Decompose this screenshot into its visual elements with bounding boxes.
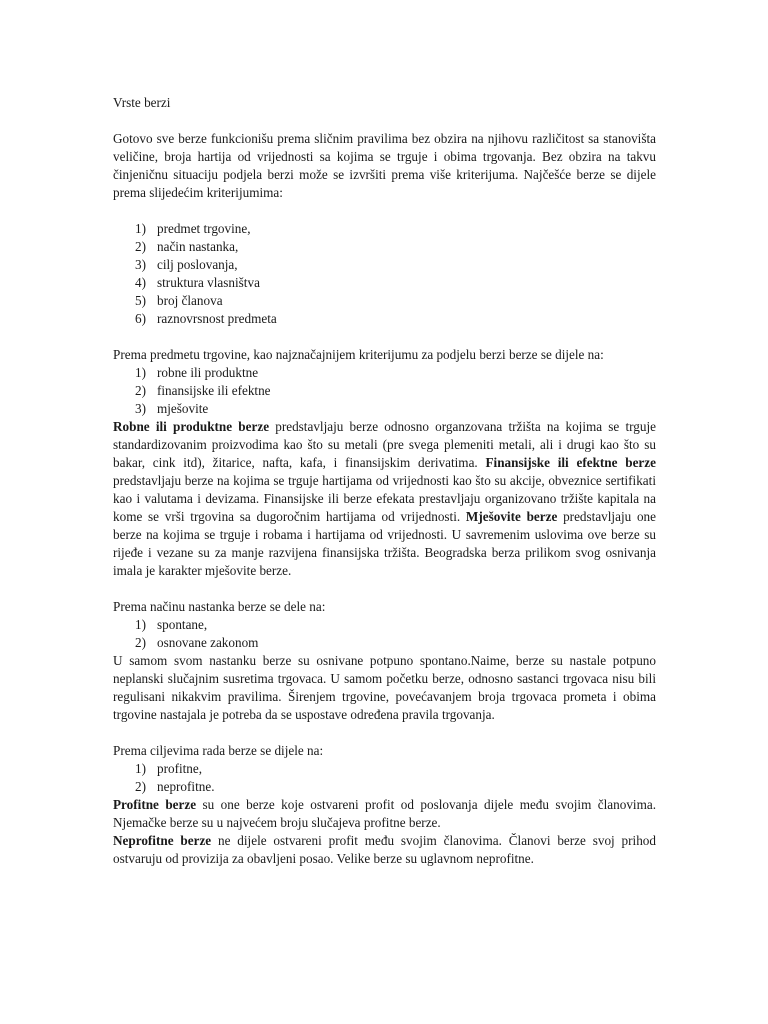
list-text: struktura vlasništva (157, 275, 260, 290)
goal-list (113, 760, 656, 796)
list-item (113, 760, 656, 778)
subject-paragraph (113, 418, 656, 580)
list-item (113, 382, 656, 400)
list-text: broj članova (157, 293, 223, 308)
list-text: način nastanka, (157, 239, 239, 254)
paragraph-text: predstavljaju one berze na kojima se trguje i robama i hartijama od vrijednosti. U savremenim uslovima ove berze su rijeđe i vezane su za manje razvijena finansijska tržišta. Beogradska berza prilikom svog osnivanja imala je karakter mješovite berze. (113, 509, 656, 578)
term-profit-exchanges: Profitne berze (113, 797, 197, 812)
list-text: osnovane zakonom (157, 635, 259, 650)
term-commodity-exchanges: Robne ili produktne berze (113, 419, 270, 434)
list-number: 1) (135, 617, 146, 632)
spacer (113, 112, 656, 130)
list-item (113, 238, 656, 256)
list-number: 2) (135, 383, 146, 398)
paragraph-text: predstavljaju berze odnosno organzovana tržišta na kojima se trguje standardizovanim proizvodima kao što su metali (pre svega plemeniti metali, ali i drugi kao što su bakar, cink itd), žitarice, nafta, kafa, i finansijskim derivatima. (113, 419, 656, 470)
list-number: 1) (135, 761, 146, 776)
list-item (113, 634, 656, 652)
term-financial-exchanges: Finansijske ili efektne berze (485, 455, 656, 470)
profit-paragraph (113, 796, 656, 832)
nonprofit-paragraph (113, 832, 656, 868)
document-title: Vrste berzi (113, 95, 171, 110)
list-text: cilj poslovanja, (157, 257, 238, 272)
criteria-list (113, 220, 656, 328)
list-text: mješovite (157, 401, 209, 416)
list-number: 5) (135, 293, 146, 308)
list-text: raznovrsnost predmeta (157, 311, 277, 326)
paragraph-text: predstavljaju berze na kojima se trguje hartijama od vrijednosti kao što su akcije, obveznice sertifikati kao i valutama i devizama. Finansijske ili berze efekata prestavljaju organizovano tržište kapitala na kome se vrši trgovina sa dugoročnim hartijama od vrijednosti. (113, 473, 656, 524)
list-text: finansijske ili efektne (157, 383, 271, 398)
list-number: 2) (135, 779, 146, 794)
paragraph-text: ne dijele ostvareni profit među svojim članovima. Članovi berze svoj prihod ostvaruju od provizija za obavljeni posao. Velike berze su uglavnom neprofitne. (113, 833, 656, 866)
list-number: 1) (135, 365, 146, 380)
list-number: 1) (135, 221, 146, 236)
list-item (113, 274, 656, 292)
list-text: robne ili produktne (157, 365, 259, 380)
list-text: neprofitne. (157, 779, 215, 794)
list-item (113, 220, 656, 238)
list-text: profitne, (157, 761, 203, 776)
origin-intro: Prema načinu nastanka berze se dele na: (113, 599, 326, 614)
paragraph-text: su one berze koje ostvareni profit od poslovanja dijele među svojim članovima. Njemačke berze su u najvećem broju slučajeva profitne berze. (113, 797, 656, 830)
origin-paragraph: U samom svom nastanku berze su osnivane potpuno spontano.Naime, berze su nastale potpuno neplanski slučajnim susretima trgovaca. U samom početku berze, odnosno sastanci trgovaca nisu bili regulisani nikakvim pravilima. Širenjem trgovine, povećavanjem broja trgovaca prometa i obima trgovine nastajala je potreba da se uspostave određena pravila trgovanja. (113, 653, 656, 722)
term-nonprofit-exchanges: Neprofitne berze (113, 833, 212, 848)
list-item (113, 400, 656, 418)
list-item (113, 778, 656, 796)
term-mixed-exchanges: Mješovite berze (465, 509, 558, 524)
subject-intro: Prema predmetu trgovine, kao najznačajnijem kriterijumu za podjelu berzi berze se dijele na: (113, 347, 604, 362)
list-item (113, 364, 656, 382)
list-number: 3) (135, 401, 146, 416)
spacer (113, 202, 656, 220)
list-number: 4) (135, 275, 146, 290)
list-item (113, 310, 656, 328)
intro-paragraph: Gotovo sve berze funkcionišu prema sličnim pravilima bez obzira na njihovu različitost sa stanovišta veličine, broja hartija od vrijednosti sa kojima se trguje i obima trgovanja. Bez obzira na takvu činjeničnu situaciju podjela berzi može se izvršiti prema više kriterijuma. Najčešće berze se dijele prema slijedećim kriterijumima: (113, 131, 656, 200)
spacer (113, 328, 656, 346)
document-page (113, 94, 656, 868)
list-text: predmet trgovine, (157, 221, 251, 236)
list-number: 3) (135, 257, 146, 272)
origin-list (113, 616, 656, 652)
spacer (113, 724, 656, 742)
spacer (113, 580, 656, 598)
list-item (113, 616, 656, 634)
list-number: 2) (135, 635, 146, 650)
goal-intro: Prema ciljevima rada berze se dijele na: (113, 743, 324, 758)
list-number: 2) (135, 239, 146, 254)
list-item (113, 256, 656, 274)
list-number: 6) (135, 311, 146, 326)
subject-list (113, 364, 656, 418)
list-text: spontane, (157, 617, 208, 632)
list-item (113, 292, 656, 310)
